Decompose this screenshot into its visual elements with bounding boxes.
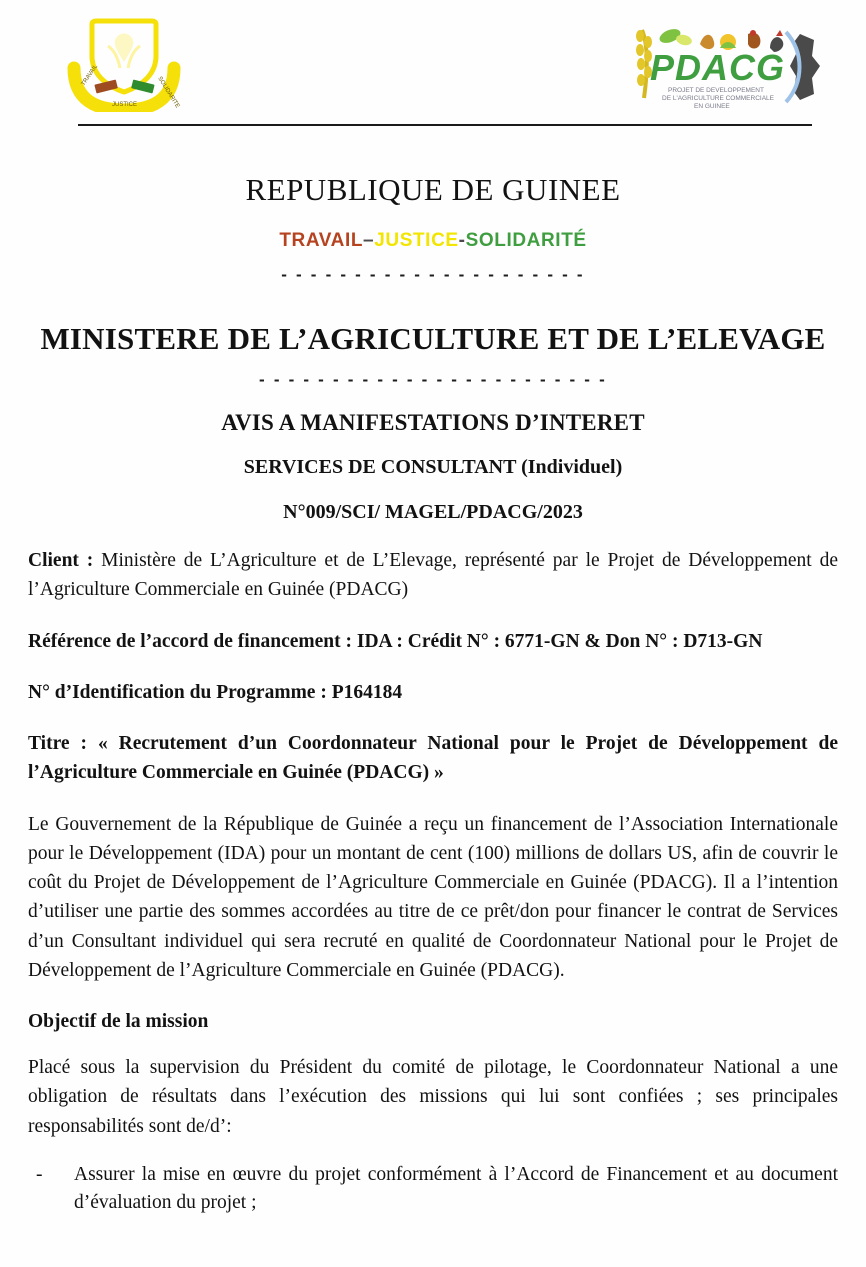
motto-separator-1: – [363, 230, 375, 251]
motto-solidarite: SOLIDARITÉ [465, 230, 587, 251]
motto-travail: TRAVAIL [279, 230, 364, 251]
objective-heading: Objectif de la mission [28, 1011, 209, 1032]
assignment-title-line [28, 729, 838, 788]
svg-text:PDACG: PDACG [650, 47, 786, 88]
service-type-title: SERVICES DE CONSULTANT (Individuel) [243, 456, 623, 478]
intro-paragraph: Le Gouvernement de la République de Guinée a reçu un financement de l’Association Internationale pour le Développement (IDA) pour un montant de cent (100) millions de dollars US, afin de couvrir le coût du Projet de Développement de l’Agriculture Commerciale en Guinée (PDACG). Il a l’intention d’utiliser une partie des sommes accordées au titre de ce prêt/don pour financer le contrat de Services d’un Consultant individuel qui sera recruté en qualité de Coordonnateur National pour le Projet de Développement de l’Agriculture Commerciale en Guinée (PDACG). [28, 813, 838, 981]
letterhead [0, 0, 866, 112]
client-label: Client : [28, 550, 94, 571]
header-horizontal-rule [78, 124, 812, 126]
svg-text:TRAVAIL: TRAVAIL [80, 63, 100, 88]
svg-text:EN GUINEE: EN GUINEE [694, 103, 730, 110]
motto-justice: JUSTICE [374, 230, 459, 251]
dashed-separator-2: - - - - - - - - - - - - - - - - - - - - - - - - [259, 371, 607, 388]
national-motto [0, 230, 866, 252]
pdacg-logo-icon [628, 18, 828, 114]
client-value: Ministère de L’Agriculture et de L’Elevage, représenté par le Projet de Développement de l’Agriculture Commerciale en Guinée (PDACG) [28, 550, 838, 601]
financing-reference-line: Référence de l’accord de financement : IDA : Crédit N° : 6771-GN & Don N° : D713-GN [28, 630, 763, 652]
list-item [28, 1161, 838, 1218]
ministry-title: MINISTERE DE L’AGRICULTURE ET DE L’ELEVAGE [40, 321, 826, 356]
title-label: Titre : [28, 733, 87, 754]
responsibilities-list [28, 1161, 838, 1218]
title-value: « Recrutement d’un Coordonnateur National pour le Projet de Développement de l’Agriculture Commerciale en Guinée (PDACG) » [28, 733, 838, 784]
notice-title: AVIS A MANIFESTATIONS D’INTERET [221, 410, 645, 435]
programme-id-line: N° d’Identification du Programme : P164184 [28, 681, 403, 703]
svg-text:JUSTICE: JUSTICE [112, 102, 138, 108]
svg-text:DE L'AGRICULTURE COMMERCIALE: DE L'AGRICULTURE COMMERCIALE [662, 95, 774, 102]
objective-paragraph: Placé sous la supervision du Président du comité de pilotage, le Coordonnateur National a une obligation de résultats dans l’exécution des missions qui lui sont confiées ; ses principales responsabilités sont de/d’: [28, 1057, 838, 1137]
reference-number: N°009/SCI/ MAGEL/PDACG/2023 [283, 501, 583, 523]
document-body [28, 546, 838, 1217]
svg-text:SOLIDARITE: SOLIDARITE [156, 75, 181, 110]
client-line [28, 546, 838, 605]
republic-title: REPUBLIQUE DE GUINEE [245, 172, 621, 207]
dashed-separator-1: - - - - - - - - - - - - - - - - - - - - - [281, 266, 585, 283]
list-item-text: Assurer la mise en œuvre du projet conformément à l’Accord de Financement et au document d’évaluation du projet ; [74, 1163, 838, 1214]
dash-bullet-icon: - [36, 1163, 43, 1185]
guinea-coat-of-arms-icon [62, 16, 186, 112]
motto-separator-2: - [458, 230, 466, 251]
svg-text:PROJET DE DEVELOPPEMENT: PROJET DE DEVELOPPEMENT [668, 87, 764, 94]
